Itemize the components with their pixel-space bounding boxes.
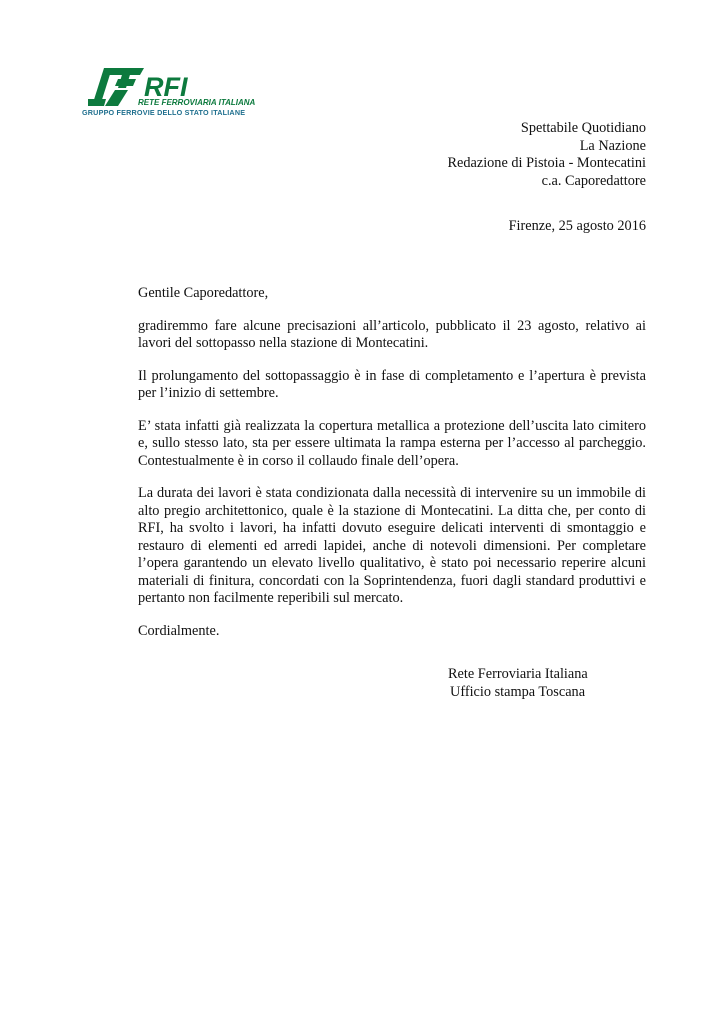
body-paragraph: gradiremmo fare alcune precisazioni all’articolo, pubblicato il 23 agosto, relativo ai lavori del sottopasso nella stazione di Montecatini.: [138, 317, 646, 351]
body-paragraph: E’ stata infatti già realizzata la copertura metallica a protezione dell’uscita lato cimitero e, sullo stesso lato, sta per essere ultimata la rampa esterna per l’accesso al parcheggio. Contestualmente è in corso il collaudo finale dell’opera.: [138, 417, 646, 469]
recipient-address: [447, 120, 646, 190]
logo-group-name: GRUPPO FERROVIE DELLO STATO ITALIANE: [82, 108, 246, 117]
signature-block: [448, 666, 588, 701]
recipient-line: Spettabile Quotidiano: [520, 120, 646, 136]
signature-line: Ufficio stampa Toscana: [450, 683, 586, 700]
logo-company-name: RETE FERROVIARIA ITALIANA: [138, 98, 256, 107]
closing: Cordialmente.: [138, 622, 220, 639]
body-paragraph: La durata dei lavori è stata condizionata dalla necessità di intervenire su un immobile di alto pregio architettonico, quale è la stazione di Montecatini. La ditta che, per conto di RFI, ha svolto i lavori, ha infatti dovuto eseguire delicati interventi di smontaggio e restauro di elementi ed arredi lapidei, anche di notevoli dimensioni. Per completare l’opera garantendo un elevato livello qualitativo, è stato poi necessario reperire alcuni materiali di finitura, concordati con la Soprintendenza, fuori dagli standard produttivi e pertanto non facilmente reperibili sul mercato.: [138, 485, 646, 606]
recipient-line: Redazione di Pistoia - Montecatini: [447, 155, 646, 171]
letter-body: [138, 285, 646, 640]
recipient-line: La Nazione: [579, 137, 646, 154]
salutation: Gentile Caporedattore,: [138, 285, 269, 301]
rfi-logo: [82, 66, 282, 122]
recipient-line: c.a. Caporedattore: [541, 172, 646, 189]
fs-logo-mark-icon: [88, 66, 144, 108]
letter-date: Firenze, 25 agosto 2016: [508, 218, 646, 234]
signature-line: Rete Ferroviaria Italiana: [448, 666, 588, 682]
logo-rfi-text: RFI: [144, 72, 188, 102]
body-paragraph: Il prolungamento del sottopassaggio è in fase di completamento e l’apertura è prevista per l’inizio di settembre.: [138, 367, 646, 401]
